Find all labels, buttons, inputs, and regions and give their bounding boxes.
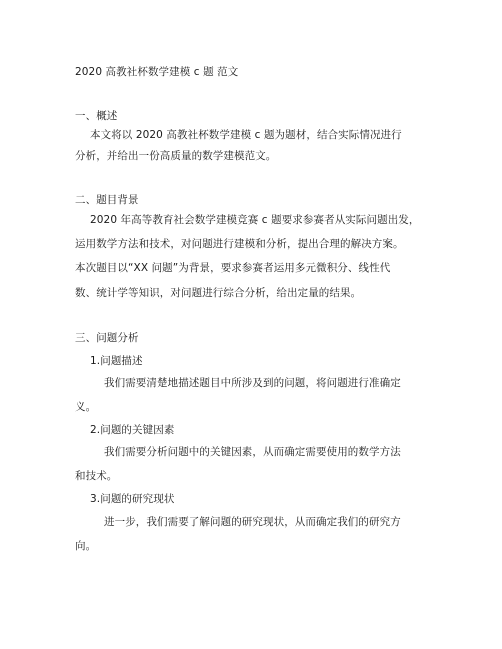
section-heading-background: 二、题目背景 [75, 194, 139, 206]
subsection-heading: 1.问题描述 [90, 355, 143, 367]
paragraph-line: 本次题目以“XX 问题”为背景，要求参赛者运用多元微积分、线性代 [75, 262, 391, 274]
paragraph-line: 我们需要分析问题中的关键因素，从而确定需要使用的数学方法 [104, 446, 401, 458]
paragraph-line: 2020 年高等教育社会数学建模竞赛 c 题要求参赛者从实际问题出发， [90, 214, 420, 226]
subsection-heading: 3.问题的研究现状 [90, 493, 175, 505]
section-heading-analysis: 三、问题分析 [75, 332, 139, 344]
paragraph-line: 分析，并给出一份高质量的数学建模范文。 [75, 150, 277, 162]
paragraph-line: 义。 [75, 401, 97, 413]
document-title: 2020 高教社杯数学建模 c 题 范文 [75, 66, 239, 78]
section-heading-overview: 一、概述 [75, 110, 118, 122]
subsection-heading: 2.问题的关键因素 [90, 424, 175, 436]
paragraph-line: 我们需要清楚地描述题目中所涉及到的问题，将问题进行准确定 [104, 377, 401, 389]
paragraph-line: 进一步，我们需要了解问题的研究现状，从而确定我们的研究方 [104, 516, 401, 528]
paragraph-line: 向。 [75, 540, 97, 552]
paragraph-line: 本文将以 2020 高教社杯数学建模 c 题为题材，结合实际情况进行 [90, 129, 402, 141]
paragraph-line: 运用数学方法和技术，对问题进行建模和分析，提出合理的解决方案。 [75, 238, 404, 250]
paragraph-line: 数、统计学等知识，对问题进行综合分析，给出定量的结果。 [75, 287, 362, 299]
paragraph-line: 和技术。 [75, 470, 118, 482]
